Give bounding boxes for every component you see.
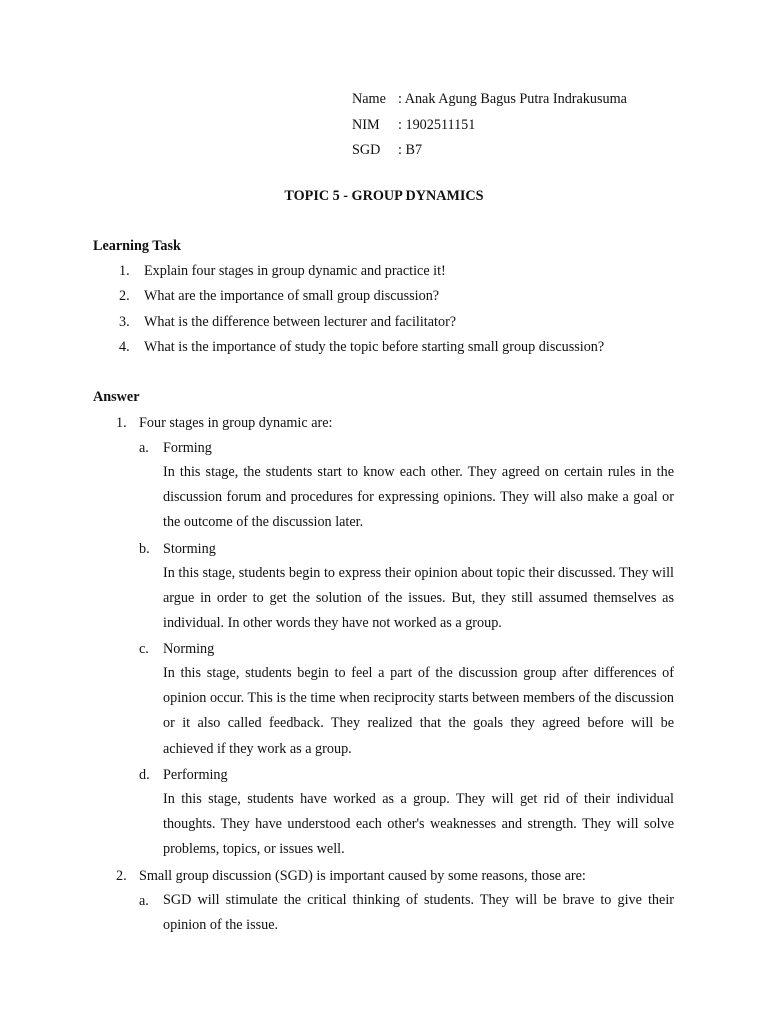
name-value: : Anak Agung Bagus Putra Indrakusuma	[398, 91, 627, 107]
stage-body: In this stage, students begin to express their opinion about topic their discussed. They will argue in order to get the solution of the issues. But, they still assumed themselves as individual. In other words they have not worked as a group.	[163, 565, 674, 632]
answer-number: 2.	[116, 868, 127, 884]
answer-number: 1.	[116, 415, 127, 431]
stage-letter: a.	[139, 440, 149, 456]
stage-title: Storming	[163, 541, 216, 557]
task-text: What are the importance of small group discussion?	[144, 288, 440, 304]
answer-text: Small group discussion (SGD) is important caused by some reasons, those are:	[139, 868, 586, 884]
stage-letter: b.	[139, 541, 150, 557]
nim-value: : 1902511151	[398, 117, 476, 133]
task-text: What is the difference between lecturer and facilitator?	[144, 314, 457, 330]
task-number: 2.	[119, 288, 130, 304]
stage-body: In this stage, students begin to feel a part of the discussion group after differences of opinion occur. This is the time when reciprocity starts between members of the discussion or it also called feedback. They realized that the goals they agreed before will be achieved if they work as a group.	[163, 665, 674, 757]
name-label: Name	[352, 91, 386, 107]
task-text: What is the importance of study the topic before starting small group discussion?	[144, 339, 605, 355]
task-number: 1.	[119, 263, 130, 279]
stage-title: Forming	[163, 440, 212, 456]
sgd-value: : B7	[398, 142, 423, 158]
topic-title: TOPIC 5 - GROUP DYNAMICS	[284, 188, 484, 204]
stage-title: Performing	[163, 767, 228, 783]
sgd-label: SGD	[352, 142, 381, 158]
answer-text: Four stages in group dynamic are:	[139, 415, 333, 431]
stage-letter: d.	[139, 767, 150, 783]
task-number: 3.	[119, 314, 130, 330]
task-number: 4.	[119, 339, 130, 355]
stage-letter: c.	[139, 641, 149, 657]
learning-task-heading: Learning Task	[93, 238, 181, 254]
reason-body: SGD will stimulate the critical thinking of students. They will be brave to give their opinion of the issue.	[163, 892, 674, 934]
answer-heading: Answer	[93, 389, 140, 405]
task-text: Explain four stages in group dynamic and practice it!	[144, 263, 446, 279]
stage-body: In this stage, students have worked as a group. They will get rid of their individual thoughts. They have understood each other's weaknesses and strength. They will solve problems, topics, or issues well.	[163, 791, 674, 858]
stage-title: Norming	[163, 641, 215, 657]
nim-label: NIM	[352, 117, 380, 133]
reason-letter: a.	[139, 893, 149, 909]
stage-body: In this stage, the students start to know each other. They agreed on certain rules in the discussion forum and procedures for expressing opinions. They will also make a goal or the outcome of the discussion later.	[163, 464, 674, 531]
